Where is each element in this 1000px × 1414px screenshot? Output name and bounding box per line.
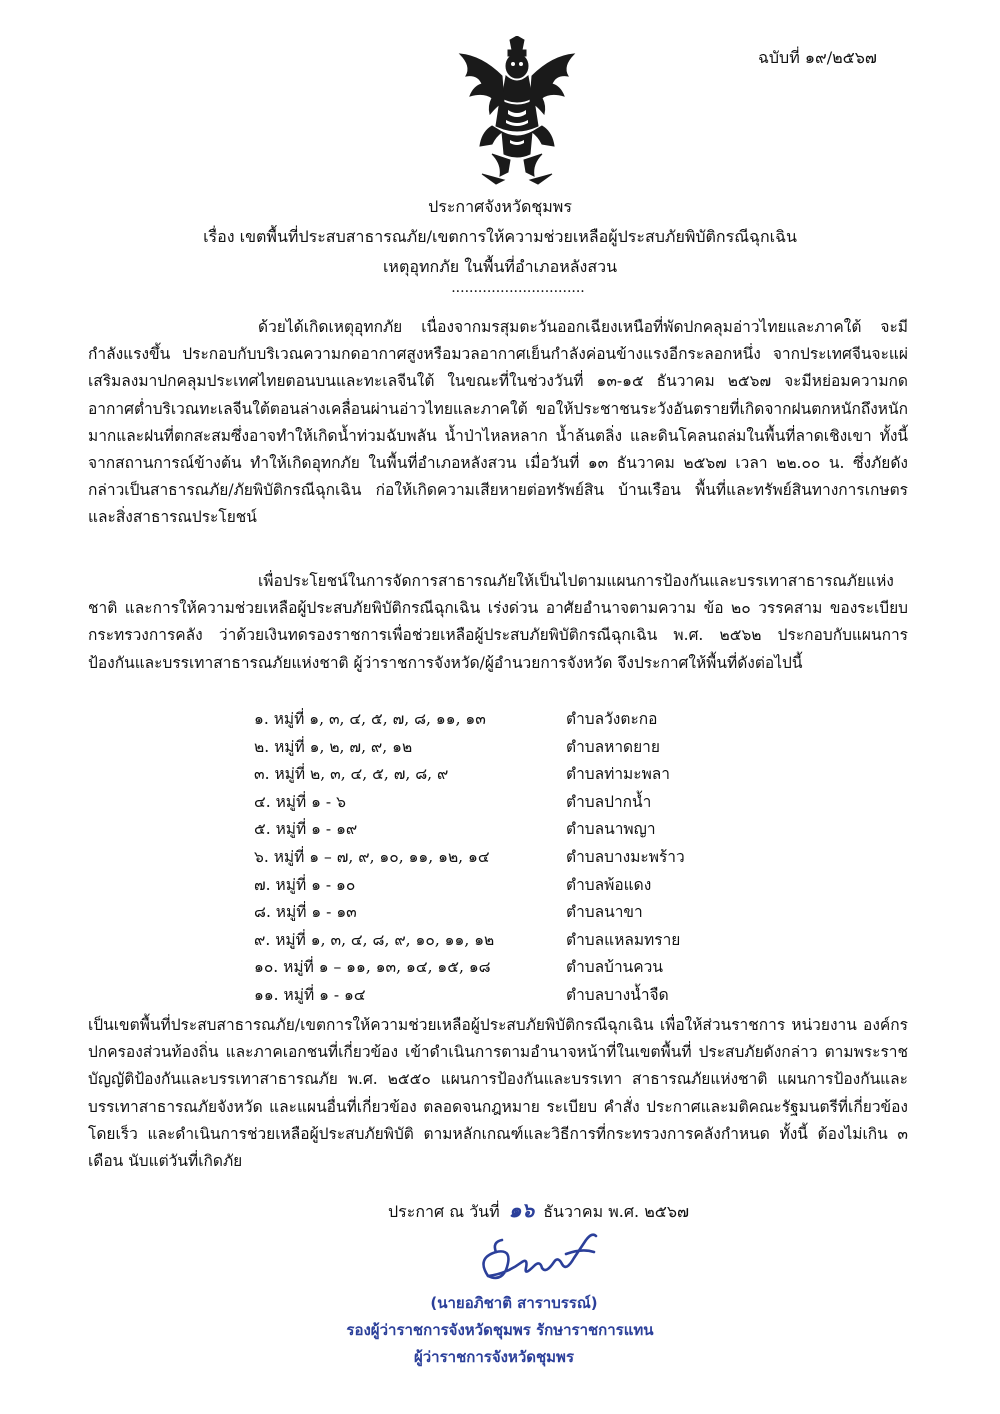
- paragraph-declaration: [88, 1012, 908, 1175]
- list-item: [254, 816, 714, 844]
- area-subdistrict: ตำบลบางมะพร้าว: [566, 847, 685, 866]
- area-subdistrict: ตำบลบ้านควน: [566, 958, 663, 977]
- list-item: [254, 789, 714, 817]
- list-item: [254, 761, 714, 789]
- paragraph-1-text: ด้วยได้เกิดเหตุอุทกภัย เนื่องจากมรสุมตะวันออกเฉียงเหนือที่พัดปกคลุมอ่าวไทยและภาคใต้ จะมีกำลังแรงขึ้น ประกอบกับบริเวณความกดอากาศสูงหรือมวลอากาศเย็นกำลังค่อนข้างแรงอีกระลอกหนึ่ง จากประเทศจีนจะแผ่เสริมลงมาปกคลุมประเทศไทยตอนบนและทะเลจีนใต้ ในขณะที่ในช่วงวันที่ ๑๓-๑๕ ธันวาคม ๒๕๖๗ จะมีหย่อมความกดอากาศต่ำบริเวณทะเลจีนใต้ตอนล่างเคลื่อนผ่านอ่าวไทยและภาคใต้ ขอให้ประชาชนระวังอันตรายที่เกิดจากฝนตกหนักถึงหนักมากและฝนที่ตกสะสมซึ่งอาจทำให้เกิดน้ำท่วมฉับพลัน น้ำป่าไหลหลาก น้ำล้นตลิ่ง และดินโคลนถล่มในพื้นที่ลาดเชิงเขา ทั้งนี้ จากสถานการณ์ข้างต้น ทำให้เกิดอุทกภัย ในพื้นที่อำเภอหลังสวน เมื่อวันที่ ๑๓ ธันวาคม ๒๕๖๗ เวลา ๒๒.๐๐ น. ซึ่งภัยดังกล่าวเป็นสาธารณภัย/ภัยพิบัติกรณีฉุกเฉิน ก่อให้เกิดความเสียหายต่อทรัพย์สิน บ้านเรือน พื้นที่และทรัพย์สินทางการเกษตร และสิ่งสาธารณประโยชน์: [88, 318, 908, 527]
- area-villages: ๙. หมู่ที่ ๑, ๓, ๔, ๘, ๙, ๑๐, ๑๑, ๑๒: [254, 930, 495, 949]
- handwritten-signature: [466, 1218, 616, 1298]
- list-item: [254, 899, 714, 927]
- area-villages: ๕. หมู่ที่ ๑ - ๑๙: [254, 820, 358, 839]
- announce-day: ๑๖: [508, 1198, 535, 1222]
- area-villages: ๑. หมู่ที่ ๑, ๓, ๔, ๕, ๗, ๘, ๑๑, ๑๓: [254, 710, 486, 728]
- area-subdistrict: ตำบลวังตะกอ: [566, 710, 658, 728]
- list-item: [254, 954, 714, 982]
- list-item: [254, 706, 714, 734]
- area-villages: ๑๐. หมู่ที่ ๑ – ๑๑, ๑๓, ๑๔, ๑๕, ๑๘: [254, 958, 491, 977]
- paragraph-2-text: เพื่อประโยชน์ในการจัดการสาธารณภัยให้เป็นไปตามแผนการป้องกันและบรรเทาสาธารณภัยแห่งชาติ และการให้ความช่วยเหลือผู้ประสบภัยพิบัติกรณีฉุกเฉิน เร่งด่วน อาศัยอำนาจตามความ ข้อ ๒๐ วรรคสาม ของระเบียบกระทรวงการคลัง ว่าด้วยเงินทดรองราชการเพื่อช่วยเหลือผู้ประสบภัยพิบัติกรณีฉุกเฉิน พ.ศ. ๒๕๖๒ ประกอบกับแผนการป้องกันและบรรเทาสาธารณภัยแห่งชาติ ผู้ว่าราชการจังหวัด/ผู้อำนวยการจังหวัด จึงประกาศให้พื้นที่ดังต่อไปนี้: [88, 572, 908, 672]
- list-item: [254, 927, 714, 955]
- paragraph-background: [88, 314, 908, 532]
- announce-prefix: ประกาศ ณ วันที่: [388, 1202, 500, 1221]
- affected-area-list: [254, 706, 714, 1010]
- announcement-subject: เรื่อง เขตพื้นที่ประสบสาธารณภัย/เขตการให้ความช่วยเหลือผู้ประสบภัยพิบัติกรณีฉุกเฉิน: [203, 227, 797, 246]
- area-subdistrict: ตำบลนาพญา: [566, 820, 656, 839]
- area-villages: ๔. หมู่ที่ ๑ - ๖: [254, 792, 346, 811]
- list-item: [254, 734, 714, 762]
- announce-month-year: ธันวาคม พ.ศ. ๒๕๖๗: [543, 1202, 690, 1221]
- announcement-heading: [0, 192, 1000, 282]
- list-item: [254, 982, 714, 1010]
- area-villages: ๗. หมู่ที่ ๑ - ๑๐: [254, 875, 356, 894]
- list-item: [254, 844, 714, 872]
- area-subdistrict: ตำบลบางน้ำจืด: [566, 985, 669, 1004]
- area-subdistrict: ตำบลแหลมทราย: [566, 930, 681, 949]
- document-number: ฉบับที่ ๑๙/๒๕๖๗: [758, 48, 877, 67]
- list-item: [254, 872, 714, 900]
- signer-title-2: ผู้ว่าราชการจังหวัดชุมพร: [413, 1348, 575, 1366]
- announcement-subject-line2: เหตุอุทกภัย ในพื้นที่อำเภอหลังสวน: [382, 257, 618, 276]
- area-subdistrict: ตำบลหาดยาย: [566, 737, 660, 756]
- garuda-emblem-icon: [452, 36, 582, 186]
- paragraph-authority: [88, 568, 908, 677]
- area-subdistrict: ตำบลปากน้ำ: [566, 792, 652, 811]
- signer-title: รองผู้ว่าราชการจังหวัดชุมพร รักษาราชการแทน: [346, 1321, 654, 1339]
- area-villages: ๒. หมู่ที่ ๑, ๒, ๗, ๙, ๑๒: [254, 737, 413, 756]
- area-subdistrict: ตำบลพ้อแดง: [566, 875, 652, 894]
- announcement-title: ประกาศจังหวัดชุมพร: [428, 197, 572, 216]
- area-subdistrict: ตำบลนาขา: [566, 903, 643, 922]
- area-villages: ๘. หมู่ที่ ๑ - ๑๓: [254, 903, 357, 922]
- signer-name: (นายอภิชาติ สาราบรรณ์): [430, 1294, 598, 1312]
- area-villages: ๖. หมู่ที่ ๑ – ๗, ๙, ๑๐, ๑๑, ๑๒, ๑๔: [254, 847, 490, 866]
- area-villages: ๑๑. หมู่ที่ ๑ - ๑๔: [254, 985, 366, 1004]
- area-villages: ๓. หมู่ที่ ๒, ๓, ๔, ๕, ๗, ๘, ๙: [254, 765, 449, 784]
- paragraph-3-text: เป็นเขตพื้นที่ประสบสาธารณภัย/เขตการให้ความช่วยเหลือผู้ประสบภัยพิบัติกรณีฉุกเฉิน เพื่อให้ส่วนราชการ หน่วยงาน องค์กรปกครองส่วนท้องถิ่น และภาคเอกชนที่เกี่ยวข้อง เข้าดำเนินการตามอำนาจหน้าที่ในเขตพื้นที่ ประสบภัยดังกล่าว ตามพระราชบัญญัติป้องกันและบรรเทาสาธารณภัย พ.ศ. ๒๕๕๐ แผนการป้องกันและบรรเทา สาธารณภัยแห่งชาติ แผนการป้องกันและบรรเทาสาธารณภัยจังหวัด และแผนอื่นที่เกี่ยวข้อง ตลอดจนกฎหมาย ระเบียบ คำสั่ง ประกาศและมติคณะรัฐมนตรีที่เกี่ยวข้องโดยเร็ว และดำเนินการช่วยเหลือผู้ประสบภัยพิบัติ ตามหลักเกณฑ์และวิธีการที่กระทรวงการคลังกำหนด ทั้งนี้ ต้องไม่เกิน ๓ เดือน นับแต่วันที่เกิดภัย: [88, 1016, 908, 1171]
- separator-dots: ..............................: [451, 280, 585, 296]
- area-subdistrict: ตำบลท่ามะพลา: [566, 765, 670, 784]
- signer-block: [0, 1290, 1000, 1371]
